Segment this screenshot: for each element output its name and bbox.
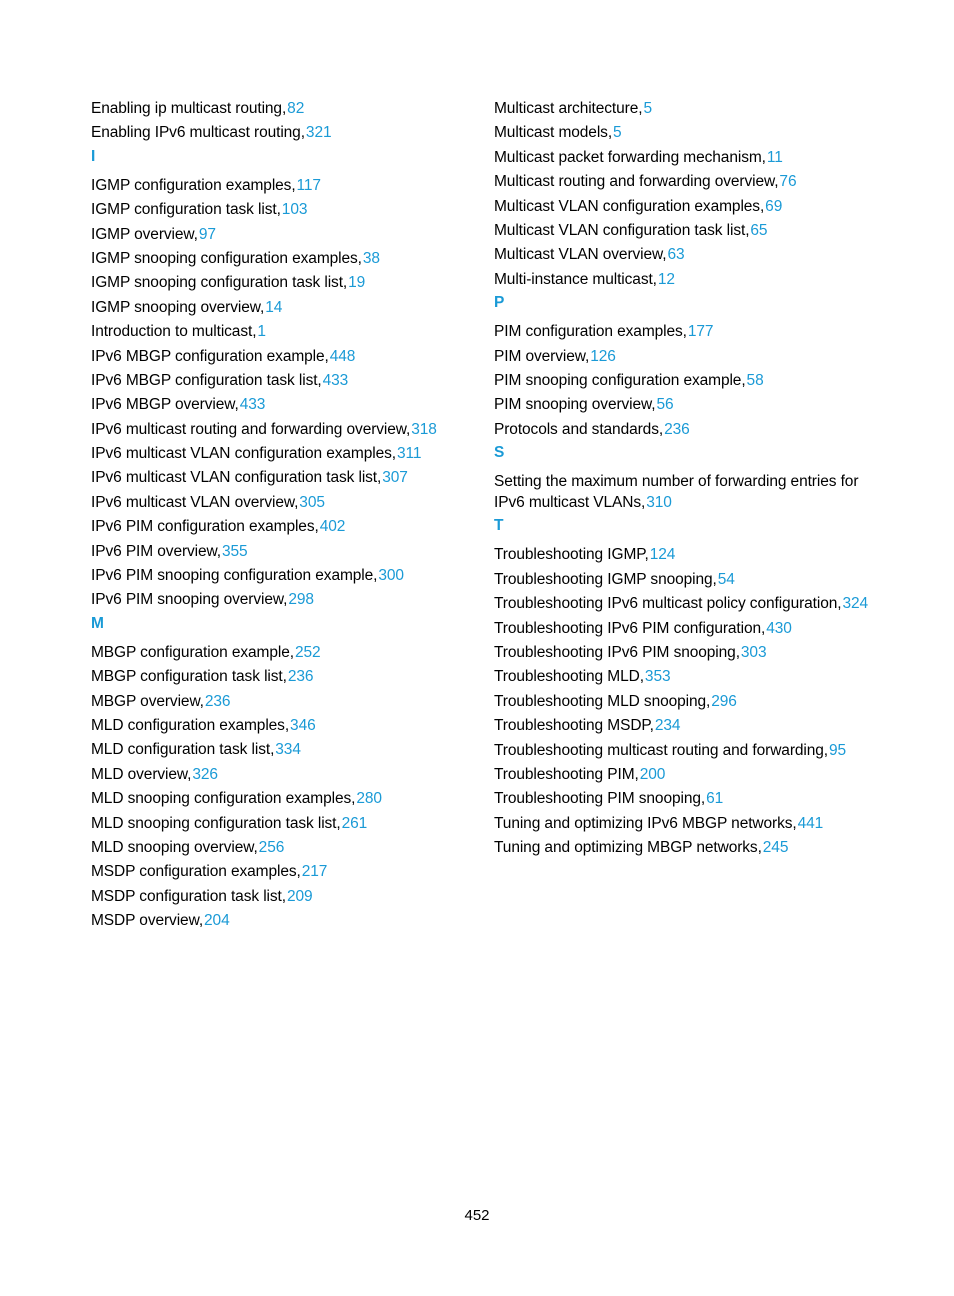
page-link[interactable]: 95	[829, 741, 847, 759]
page-link[interactable]: 11	[766, 148, 783, 166]
page-link[interactable]: 209	[286, 887, 313, 905]
index-term: Troubleshooting IPv6 multicast policy configuration,	[494, 595, 842, 613]
index-term: PIM snooping overview,	[494, 396, 656, 414]
index-entry	[91, 886, 461, 907]
page-link[interactable]: 14	[265, 298, 283, 316]
index-entry	[91, 248, 461, 269]
index-term: Troubleshooting MLD snooping,	[494, 692, 711, 710]
index-term: Multicast routing and forwarding overview,	[494, 173, 779, 191]
index-term: MLD overview,	[91, 765, 192, 783]
index-entry	[494, 122, 874, 143]
index-entry	[494, 788, 874, 809]
page-link[interactable]: 69	[765, 197, 783, 215]
index-entry	[91, 122, 461, 143]
index-term: Multicast models,	[494, 124, 613, 142]
index-entry	[494, 618, 874, 639]
page-link[interactable]: 307	[382, 469, 408, 487]
index-term: MBGP configuration example,	[91, 643, 294, 661]
index-term: IPv6 MBGP configuration example,	[91, 347, 329, 365]
index-term: MSDP configuration examples,	[91, 863, 301, 881]
index-entry	[91, 321, 461, 342]
index-entry	[91, 764, 461, 785]
page-link[interactable]: 305	[299, 493, 325, 511]
index-term: MLD snooping overview,	[91, 838, 258, 856]
index-term: IPv6 MBGP configuration task list,	[91, 371, 322, 389]
page-link[interactable]: 321	[305, 124, 332, 142]
page-link[interactable]: 300	[378, 567, 404, 585]
page-link[interactable]: 65	[750, 221, 768, 239]
page-link[interactable]: 234	[654, 717, 681, 735]
index-entry	[91, 419, 461, 440]
page-link[interactable]: 97	[198, 225, 216, 243]
page-link[interactable]: 103	[281, 201, 308, 219]
page-link[interactable]: 334	[275, 741, 301, 759]
index-entry	[91, 565, 461, 586]
page-link[interactable]: 256	[258, 838, 285, 856]
index-term: IPv6 multicast routing and forwarding overview,	[91, 420, 411, 438]
index-term: IPv6 multicast VLAN configuration task list,	[91, 469, 382, 487]
index-term: IGMP snooping overview,	[91, 298, 265, 316]
index-term: MBGP overview,	[91, 692, 204, 710]
index-entry	[91, 788, 461, 809]
index-term: Setting the maximum number of forwarding entries for IPv6 multicast VLANs,	[494, 473, 859, 512]
index-entry	[91, 541, 461, 562]
index-entry	[91, 297, 461, 318]
index-entry	[494, 244, 874, 265]
index-term: IPv6 PIM snooping overview,	[91, 591, 288, 609]
page-link[interactable]: 324	[842, 595, 869, 613]
index-term: MSDP overview,	[91, 912, 204, 930]
index-entry	[494, 471, 874, 513]
page-link[interactable]: 236	[204, 692, 231, 710]
index-term: Multi-instance multicast,	[494, 270, 657, 288]
page-link[interactable]: 56	[656, 396, 674, 414]
index-entry	[91, 394, 461, 415]
page-number: 452	[464, 1207, 490, 1224]
index-entry	[91, 861, 461, 882]
index-letter-p: P	[494, 294, 505, 312]
index-entry	[91, 98, 461, 119]
index-entry	[494, 370, 874, 391]
index-entry	[91, 492, 461, 513]
index-entry	[494, 764, 874, 785]
index-entry	[91, 739, 461, 760]
page-link[interactable]: 236	[287, 668, 314, 686]
index-term: IGMP overview,	[91, 225, 198, 243]
page-link[interactable]: 245	[762, 839, 789, 857]
page-link[interactable]: 318	[411, 420, 437, 438]
index-term: Protocols and standards,	[494, 420, 664, 438]
page-link[interactable]: 82	[287, 100, 305, 117]
index-term: Troubleshooting multicast routing and forwarding,	[494, 741, 828, 759]
index-term: IGMP configuration examples,	[91, 176, 296, 194]
page-link[interactable]: 353	[644, 668, 671, 686]
index-column-left	[91, 98, 461, 935]
page-link[interactable]: 326	[192, 765, 218, 783]
index-entry	[91, 642, 461, 663]
page-link[interactable]: 19	[348, 274, 366, 292]
index-term: MLD snooping configuration task list,	[91, 814, 341, 832]
page-link[interactable]: 204	[204, 912, 230, 930]
index-entry	[91, 813, 461, 834]
page-link[interactable]: 298	[288, 591, 314, 609]
page-link[interactable]: 38	[362, 249, 380, 267]
page-link[interactable]: 200	[639, 765, 666, 783]
index-entry	[494, 691, 874, 712]
index-entry	[494, 569, 874, 590]
page-link[interactable]: 1	[257, 323, 266, 341]
index-term: Troubleshooting IGMP,	[494, 546, 649, 564]
index-letter-t: T	[494, 517, 504, 535]
index-term: Multicast architecture,	[494, 100, 643, 117]
index-entry	[91, 516, 461, 537]
page-link[interactable]: 448	[329, 347, 356, 365]
index-term: Multicast VLAN configuration task list,	[494, 221, 750, 239]
index-term: IGMP configuration task list,	[91, 201, 281, 219]
index-term: IPv6 multicast VLAN overview,	[91, 493, 299, 511]
page-link[interactable]: 126	[590, 347, 616, 365]
index-term: Troubleshooting IPv6 PIM snooping,	[494, 644, 740, 662]
page-link[interactable]: 76	[779, 173, 797, 191]
page-link[interactable]: 430	[766, 619, 792, 637]
page-link[interactable]: 311	[396, 445, 422, 463]
page-link[interactable]: 61	[706, 790, 724, 808]
index-term: MLD configuration examples,	[91, 716, 290, 734]
index-entry	[91, 224, 461, 245]
page-link[interactable]: 303	[740, 644, 767, 662]
page-link[interactable]: 177	[687, 323, 714, 341]
index-term: Enabling IPv6 multicast routing,	[91, 124, 305, 142]
index-entry	[494, 813, 874, 834]
page-link[interactable]: 310	[646, 494, 672, 512]
page-link[interactable]: 355	[222, 542, 248, 560]
index-term: Troubleshooting IPv6 PIM configuration,	[494, 619, 766, 637]
page-link[interactable]: 261	[341, 814, 368, 832]
index-entry	[91, 715, 461, 736]
index-entry	[91, 467, 461, 488]
page-link[interactable]: 63	[667, 246, 685, 264]
index-term: IGMP snooping configuration task list,	[91, 274, 348, 292]
index-entry	[91, 272, 461, 293]
page-link[interactable]: 441	[797, 814, 824, 832]
index-entry	[494, 346, 874, 367]
index-entry	[91, 199, 461, 220]
index-entry	[494, 321, 874, 342]
index-term: Troubleshooting IGMP snooping,	[494, 570, 717, 588]
index-entry	[91, 837, 461, 858]
index-term: MSDP configuration task list,	[91, 887, 286, 905]
index-entry	[494, 196, 874, 217]
page-link[interactable]: 5	[643, 100, 652, 117]
index-entry	[494, 394, 874, 415]
index-term: PIM configuration examples,	[494, 323, 687, 341]
index-entry	[494, 666, 874, 687]
index-term: Troubleshooting MSDP,	[494, 717, 654, 735]
index-entry	[494, 593, 874, 614]
page-link[interactable]: 280	[356, 790, 382, 808]
index-term: Tuning and optimizing IPv6 MBGP networks,	[494, 814, 797, 832]
page-link[interactable]: 12	[657, 270, 675, 288]
page-link[interactable]: 124	[649, 546, 676, 564]
index-term: Multicast VLAN configuration examples,	[494, 197, 765, 215]
index-term: Enabling ip multicast routing,	[91, 100, 287, 117]
index-term: PIM snooping configuration example,	[494, 371, 746, 389]
index-entry	[494, 715, 874, 736]
index-term: Tuning and optimizing MBGP networks,	[494, 839, 762, 857]
index-entry	[91, 443, 461, 464]
index-entry	[494, 740, 874, 761]
index-term: MLD configuration task list,	[91, 741, 275, 759]
index-entry	[494, 220, 874, 241]
index-term: Troubleshooting PIM,	[494, 765, 639, 783]
index-term: IPv6 multicast VLAN configuration examples,	[91, 445, 396, 463]
page-link[interactable]: 252	[294, 643, 321, 661]
index-entry	[91, 691, 461, 712]
index-term: IPv6 PIM configuration examples,	[91, 518, 319, 536]
index-term: IPv6 MBGP overview,	[91, 396, 239, 414]
index-term: MBGP configuration task list,	[91, 668, 287, 686]
page-link[interactable]: 58	[746, 371, 764, 389]
index-entry	[91, 910, 461, 931]
index-term: MLD snooping configuration examples,	[91, 790, 356, 808]
index-entry	[91, 589, 461, 610]
index-entry	[91, 346, 461, 367]
index-entry	[494, 98, 874, 119]
index-term: IPv6 PIM overview,	[91, 542, 221, 560]
page-link[interactable]: 117	[296, 176, 321, 194]
index-letter-i: I	[91, 147, 96, 165]
index-entry	[91, 175, 461, 196]
index-term: IGMP snooping configuration examples,	[91, 249, 362, 267]
index-entry	[91, 666, 461, 687]
index-letter-m: M	[91, 614, 104, 632]
index-entry	[494, 147, 874, 168]
index-letter-s: S	[494, 444, 505, 462]
index-term: IPv6 PIM snooping configuration example,	[91, 567, 378, 585]
index-term: Troubleshooting MLD,	[494, 668, 644, 686]
index-entry	[494, 642, 874, 663]
index-term: Introduction to multicast,	[91, 323, 257, 341]
index-term: Troubleshooting PIM snooping,	[494, 790, 706, 808]
page-link[interactable]: 433	[239, 396, 266, 414]
index-entry	[494, 419, 874, 440]
page-link[interactable]: 217	[301, 863, 328, 881]
page-link[interactable]: 433	[322, 371, 349, 389]
index-entry	[494, 837, 874, 858]
page-link[interactable]: 236	[664, 420, 690, 438]
index-term: PIM overview,	[494, 347, 590, 365]
page-link[interactable]: 54	[717, 570, 735, 588]
index-column-right	[494, 98, 874, 862]
index-entry	[494, 269, 874, 290]
page-link[interactable]: 5	[613, 124, 622, 142]
index-entry	[494, 544, 874, 565]
index-term: Multicast VLAN overview,	[494, 246, 667, 264]
index-entry	[494, 171, 874, 192]
page-link[interactable]: 296	[711, 692, 737, 710]
index-entry	[91, 370, 461, 391]
page-link[interactable]: 402	[319, 518, 346, 536]
page-link[interactable]: 346	[290, 716, 316, 734]
index-term: Multicast packet forwarding mechanism,	[494, 148, 766, 166]
